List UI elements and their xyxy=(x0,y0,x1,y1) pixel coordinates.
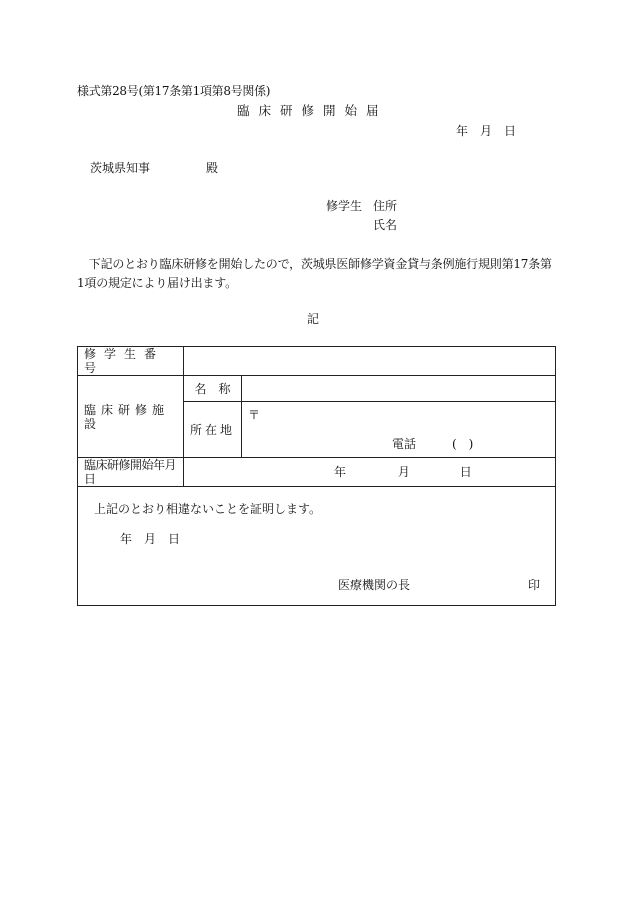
form-number: 様式第28号(第17条第1項第8号関係) xyxy=(77,84,271,98)
certification-field xyxy=(78,487,556,606)
facility-name-field[interactable] xyxy=(242,376,556,402)
certification-text: 上記のとおり相違ないことを証明します。 xyxy=(94,502,322,516)
student-number-field[interactable] xyxy=(184,347,556,376)
tel-parentheses: ( ) xyxy=(452,437,474,451)
tel-label: 電話 xyxy=(392,437,417,451)
start-date-field[interactable] xyxy=(184,458,556,487)
student-number-row xyxy=(78,347,556,376)
start-month: 月 xyxy=(397,465,410,479)
honorific: 殿 xyxy=(206,161,219,175)
start-year: 年 xyxy=(334,465,347,479)
ki-heading: 記 xyxy=(307,312,320,326)
facility-address-field[interactable] xyxy=(242,402,556,458)
seal-mark: 印 xyxy=(528,578,541,592)
start-date-row xyxy=(78,458,556,487)
document-title: 臨床研修開始届 xyxy=(237,103,388,118)
facility-name-label: 名 称 xyxy=(184,376,242,402)
address-label: 住所 xyxy=(373,199,398,213)
facility-name-row xyxy=(78,376,556,402)
addressee: 茨城県知事 xyxy=(90,161,151,175)
certification-date: 年 月 日 xyxy=(120,532,181,546)
name-label: 氏名 xyxy=(373,218,398,232)
facility-label: 臨床研修施設 xyxy=(78,376,184,458)
submission-date: 年 月 日 xyxy=(456,124,517,138)
application-table xyxy=(77,346,556,606)
start-day: 日 xyxy=(459,465,472,479)
student-number-label: 修学生番号 xyxy=(78,347,184,376)
director-label: 医療機関の長 xyxy=(338,578,411,592)
start-date-label: 臨床研修開始年月日 xyxy=(78,458,184,487)
body-paragraph: 下記のとおり臨床研修を開始したので，茨城県医師修学資金貸与条例施行規則第17条第1項の規定により届け出ます。 xyxy=(77,257,552,290)
postal-mark: 〒 xyxy=(248,408,261,422)
facility-address-label: 所在地 xyxy=(184,402,242,458)
certification-row xyxy=(78,487,556,606)
student-label: 修学生 xyxy=(326,199,363,213)
